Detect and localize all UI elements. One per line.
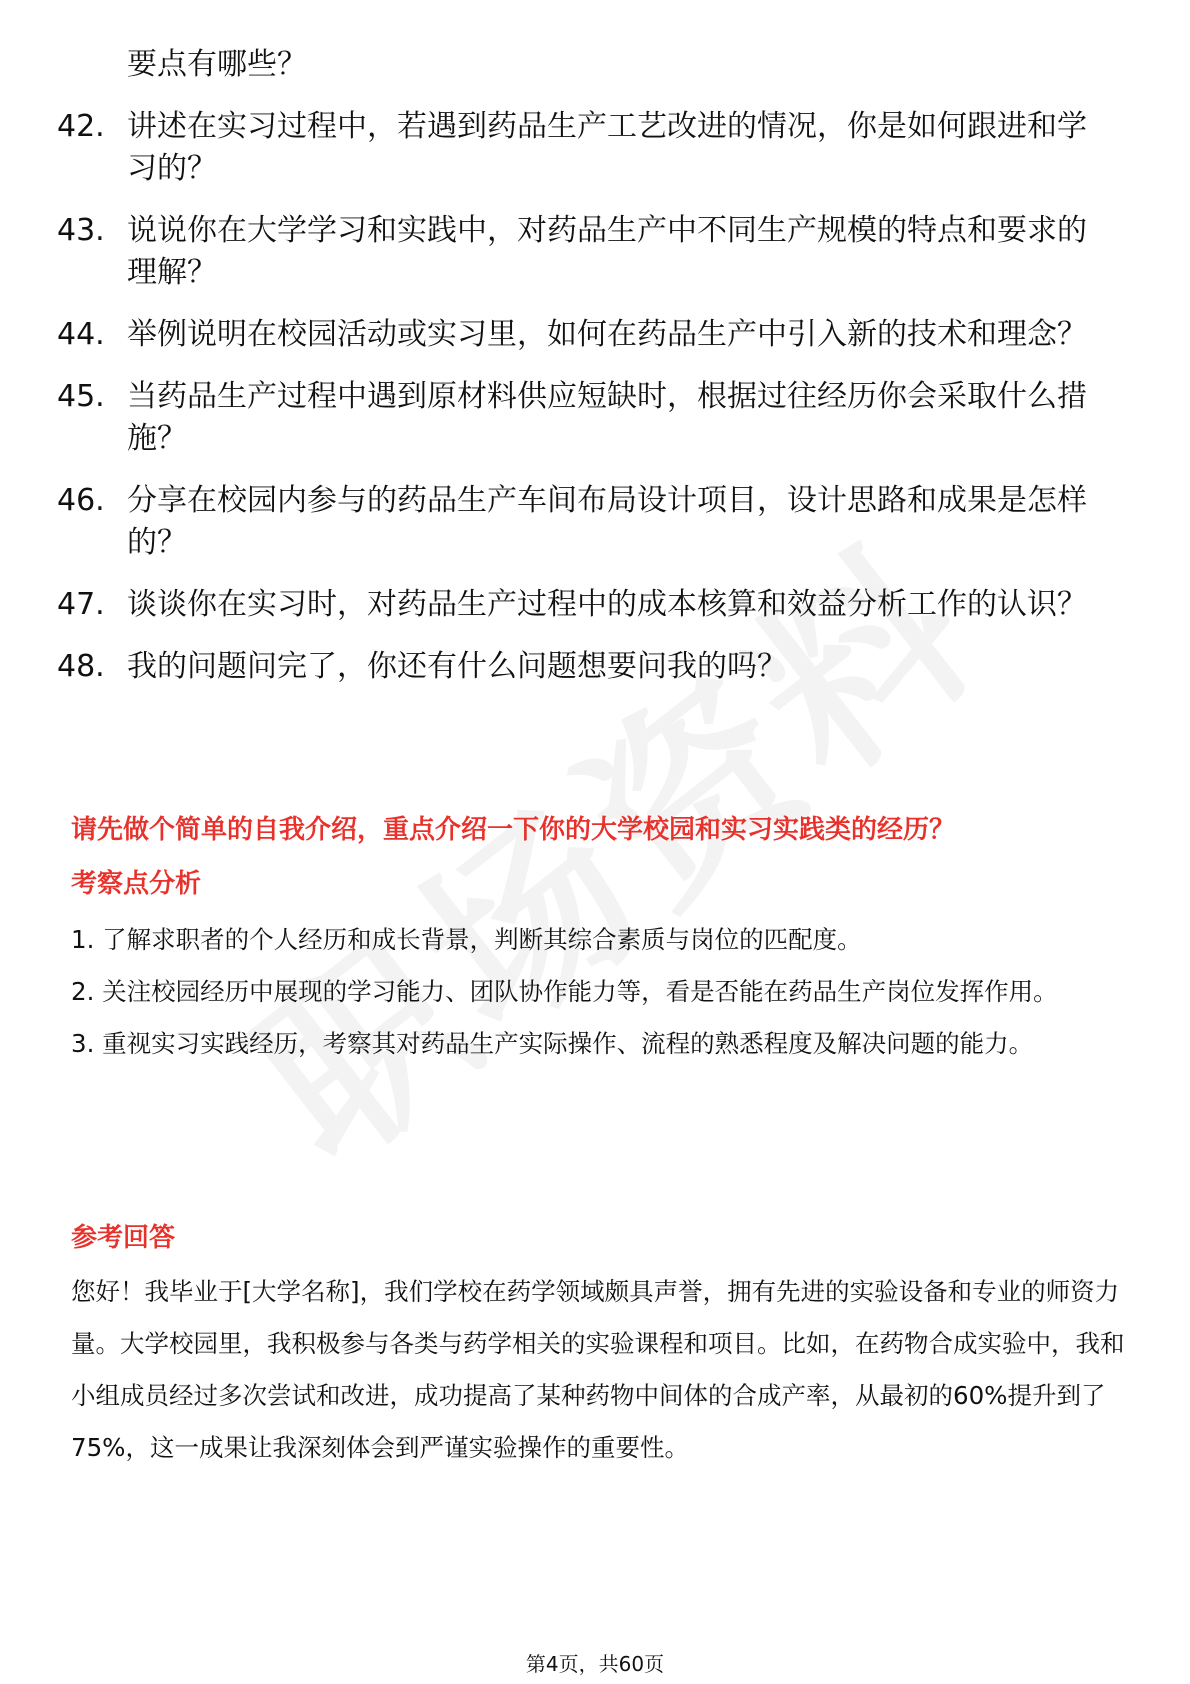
- question-item: [0, 106, 1190, 190]
- main-question-heading: 请先做个简单的自我介绍，重点介绍一下你的大学校园和实习实践类的经历？: [71, 815, 956, 845]
- analysis-points: [71, 914, 1131, 1070]
- analysis-point: 1. 了解求职者的个人经历和成长背景，判断其综合素质与岗位的匹配度。: [71, 925, 862, 954]
- question-text: 分享在校园内参与的药品生产车间布局设计项目，设计思路和成果是怎样的？: [127, 483, 1087, 560]
- question-number: 46.: [57, 483, 105, 518]
- question-item: [0, 480, 1190, 564]
- question-text: 谈谈你在实习时，对药品生产过程中的成本核算和效益分析工作的认识？: [127, 587, 1087, 622]
- answer-heading: 参考回答: [71, 1223, 176, 1253]
- question-number: 45.: [57, 379, 105, 414]
- question-number: 42.: [57, 109, 105, 144]
- question-item: [0, 210, 1190, 294]
- answer-body: [71, 1266, 1131, 1474]
- question-number: 44.: [57, 317, 105, 352]
- question-text: 举例说明在校园活动或实习里，如何在药品生产中引入新的技术和理念？: [127, 317, 1087, 352]
- question-item: [0, 376, 1190, 460]
- question-item: [0, 584, 1190, 626]
- page-footer: 第4页，共60页: [525, 1652, 665, 1676]
- analysis-heading: 考察点分析: [71, 869, 202, 899]
- question-text: 讲述在实习过程中，若遇到药品生产工艺改进的情况，你是如何跟进和学习的？: [127, 109, 1087, 186]
- question-item: [0, 314, 1190, 356]
- question-text: 我的问题问完了，你还有什么问题想要问我的吗？: [127, 649, 787, 684]
- answer-paragraph: 您好！我毕业于[大学名称]，我们学校在药学领域颇具声誉，拥有先进的实验设备和专业的师资力量。大学校园里，我积极参与各类与药学相关的实验课程和项目。比如，在药物合成实验中，我和小组成员经过多次尝试和改进，成功提高了某种药物中间体的合成产率，从最初的60%提升到了75%，这一成果让我深刻体会到严谨实验操作的重要性。: [71, 1277, 1125, 1462]
- question-item: [0, 646, 1190, 688]
- question-list: [0, 44, 1190, 708]
- question-number: 48.: [57, 649, 105, 684]
- analysis-point: 3. 重视实习实践经历，考察其对药品生产实际操作、流程的熟悉程度及解决问题的能力。: [71, 1029, 1034, 1058]
- analysis-point: 2. 关注校园经历中展现的学习能力、团队协作能力等，看是否能在药品生产岗位发挥作用。: [71, 977, 1058, 1006]
- question-text: 说说你在大学学习和实践中，对药品生产中不同生产规模的特点和要求的理解？: [127, 213, 1087, 290]
- question-continuation: 要点有哪些？: [127, 47, 307, 82]
- question-number: 43.: [57, 213, 105, 248]
- question-number: 47.: [57, 587, 105, 622]
- question-text: 当药品生产过程中遇到原材料供应短缺时，根据过往经历你会采取什么措施？: [127, 379, 1087, 456]
